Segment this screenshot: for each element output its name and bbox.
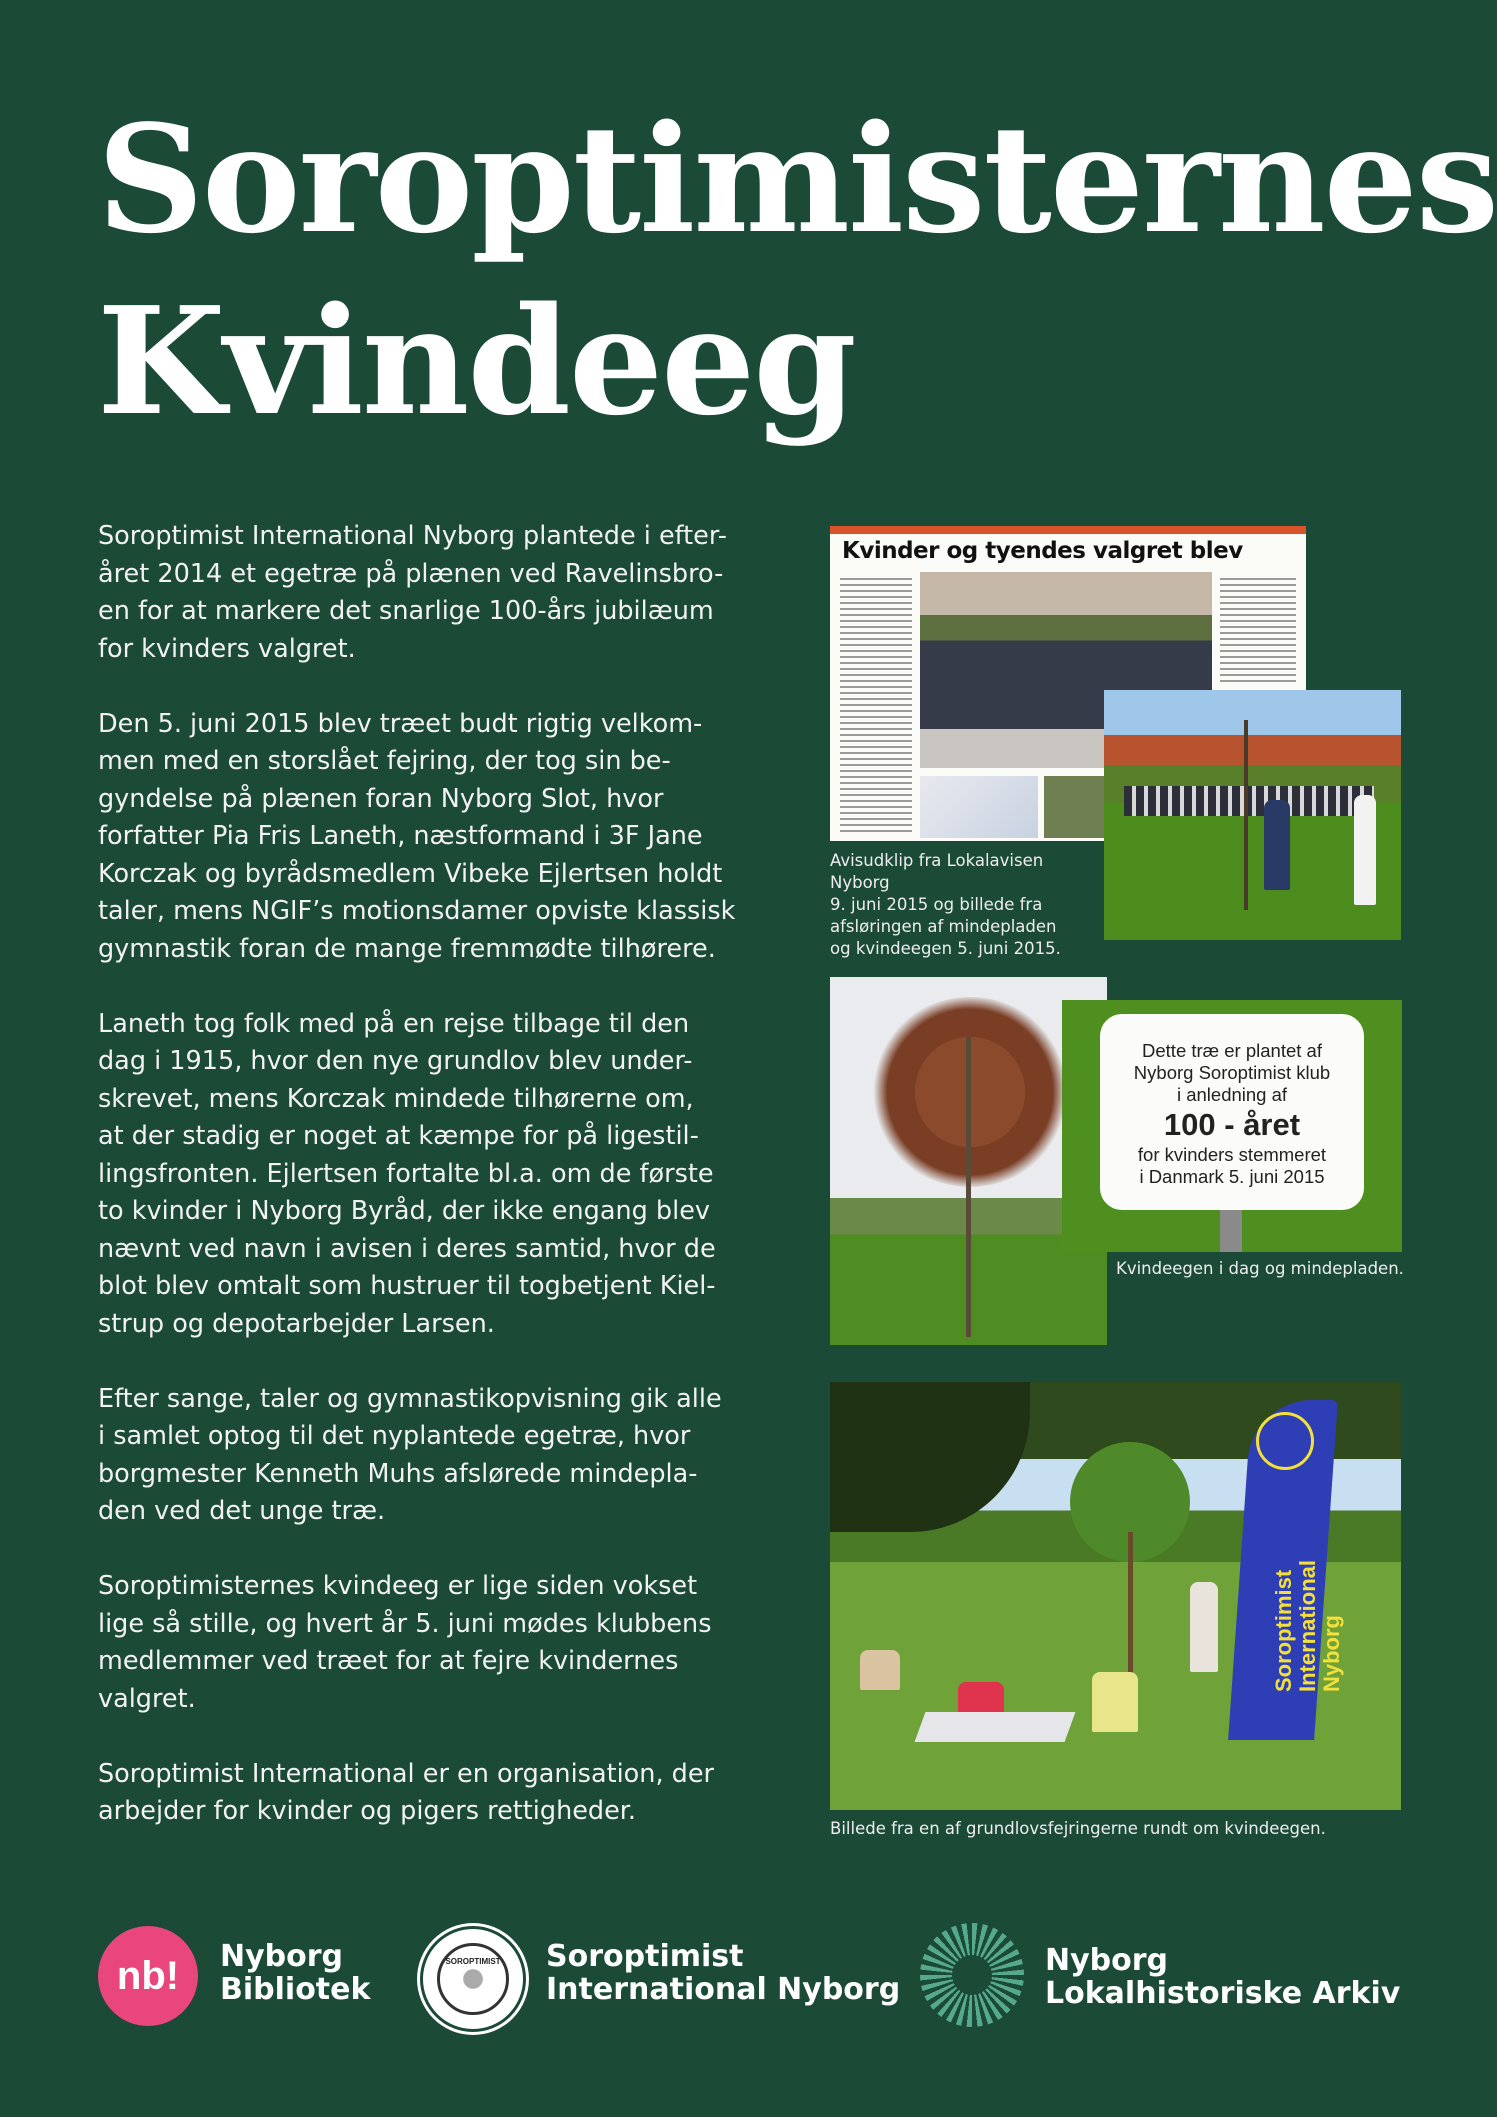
memorial-plaque-photo [1062, 1000, 1402, 1252]
oak-trunk [966, 1037, 971, 1337]
paragraph-6: Soroptimist International er en organisation, der arbejder for kvinder og pigers rettigheder. [98, 1758, 715, 1826]
unveiling-photo [1104, 690, 1401, 940]
soroptimist-emblem-icon [437, 1943, 509, 2015]
plaque-line-3: i anledning af [1176, 1084, 1288, 1105]
newspaper-photo-crowd [1044, 776, 1104, 838]
nyborg-bibliotek-name: Nyborg Bibliotek [220, 1939, 371, 2007]
paragraph-1: Soroptimist International Nyborg plantede i efter- året 2014 et egetræ på plænen ved Ravelinsbro- en for at markere det snarlige 100-års jubilæum for kvinders valgret. [98, 521, 727, 664]
plaque-post [1220, 1210, 1242, 1252]
plaque-line-1: Dette træ er plantet af [1142, 1040, 1322, 1061]
soroptimist-name: Soroptimist International Nyborg [546, 1939, 901, 2007]
plaque-headline: 100 - året [1163, 1107, 1301, 1142]
newspaper-headline: Kvinder og tyendes valgret blev [842, 538, 1243, 564]
caption-tree: Kvindeegen i dag og mindepladen. [1116, 1259, 1404, 1278]
plaque-line-5: i Danmark 5. juni 2015 [1139, 1166, 1325, 1187]
article-body [98, 518, 778, 1868]
caption-newspaper: Avisudklip fra Lokalavisen Nyborg 9. juni 2015 og billede fra afsløringen af mindepladen og kvindeegen 5. juni 2015. [830, 851, 1061, 958]
picnic-blanket [915, 1712, 1076, 1742]
arkiv-logo-center [952, 1955, 992, 1995]
newspaper-text-column [840, 574, 912, 834]
soroptimist-ring-text: SOROPTIMIST [445, 1957, 501, 1966]
woman-figure [1354, 795, 1376, 905]
paragraph-5: Soroptimisternes kvindeeg er lige siden vokset lige så stille, og hvert år 5. juni mødes klubbens medlemmer ved træet for at fejre kvindernes valgret. [98, 1571, 712, 1714]
poster-title [97, 88, 1497, 452]
speaker-figure [1264, 800, 1290, 890]
lokalhistoriske-arkiv-name: Nyborg Lokalhistoriske Arkiv [1045, 1943, 1401, 2011]
celebration-photo [830, 1382, 1401, 1810]
plaque-line-4: for kvinders stemmeret [1137, 1144, 1327, 1165]
soroptimist-logo [420, 1926, 526, 2032]
audience-row [1124, 786, 1374, 816]
young-tree [1244, 720, 1248, 910]
paragraph-4: Efter sange, taler og gymnastikopvisning gik alle i samlet optog til det nyplantede egetræ, hvor borgmester Kenneth Muhs afslørede mindepla- den ved det unge træ. [98, 1383, 722, 1526]
standing-person [1190, 1582, 1218, 1672]
lokalhistoriske-arkiv-logo [920, 1923, 1024, 2027]
seated-person [860, 1650, 900, 1690]
caption-picnic: Billede fra en af grundlovsfejringerne rundt om kvindeegen. [830, 1819, 1326, 1838]
title-line-1: Soroptimisternes [97, 92, 1497, 266]
banner-text: Soroptimist International Nyborg [1271, 1559, 1344, 1692]
plaque-line-2: Nyborg Soroptimist klub [1133, 1062, 1331, 1083]
paragraph-3: Laneth tog folk med på en rejse tilbage til den dag i 1915, hvor den nye grundlov blev under- skrevet, mens Korczak mindede tilhørerne om, at der stadig er noget at kæmpe for på ligestil- lingsfronten. Ejlertsen fortalte bl.a. om de første to kvinder i Nyborg Byråd, der ikke engang blev nævnt ved navn i avisen i deres samtid, hvor de blot blev omtalt som hustruer til togbetjent Kiel- strup og depotarbejder Larsen. [98, 1008, 716, 1339]
memorial-plaque [1100, 1014, 1364, 1210]
oak-stem [1128, 1532, 1133, 1682]
paragraph-2: Den 5. juni 2015 blev træet budt rigtig velkom- men med en storslået fejring, der tog sin be- gyndelse på plænen foran Nyborg Slot, hvor forfatter Pia Fris Laneth, næstformand i 3F Jane Korczak og byrådsmedlem Vibeke Ejlertsen holdt taler, mens NGIF’s motionsdamer opviste klassisk gymnastik foran de mange fremmødte tilhørere. [98, 708, 736, 964]
newspaper-text-column [1220, 574, 1296, 684]
newspaper-header-bar [830, 526, 1306, 534]
seated-person-yellow [1092, 1672, 1138, 1732]
tree-canopy [830, 1382, 1030, 1532]
newspaper-photo-speaker [920, 776, 1038, 838]
nyborg-bibliotek-logo: nb! [98, 1926, 198, 2026]
title-line-2: Kvindeeg [97, 274, 855, 448]
